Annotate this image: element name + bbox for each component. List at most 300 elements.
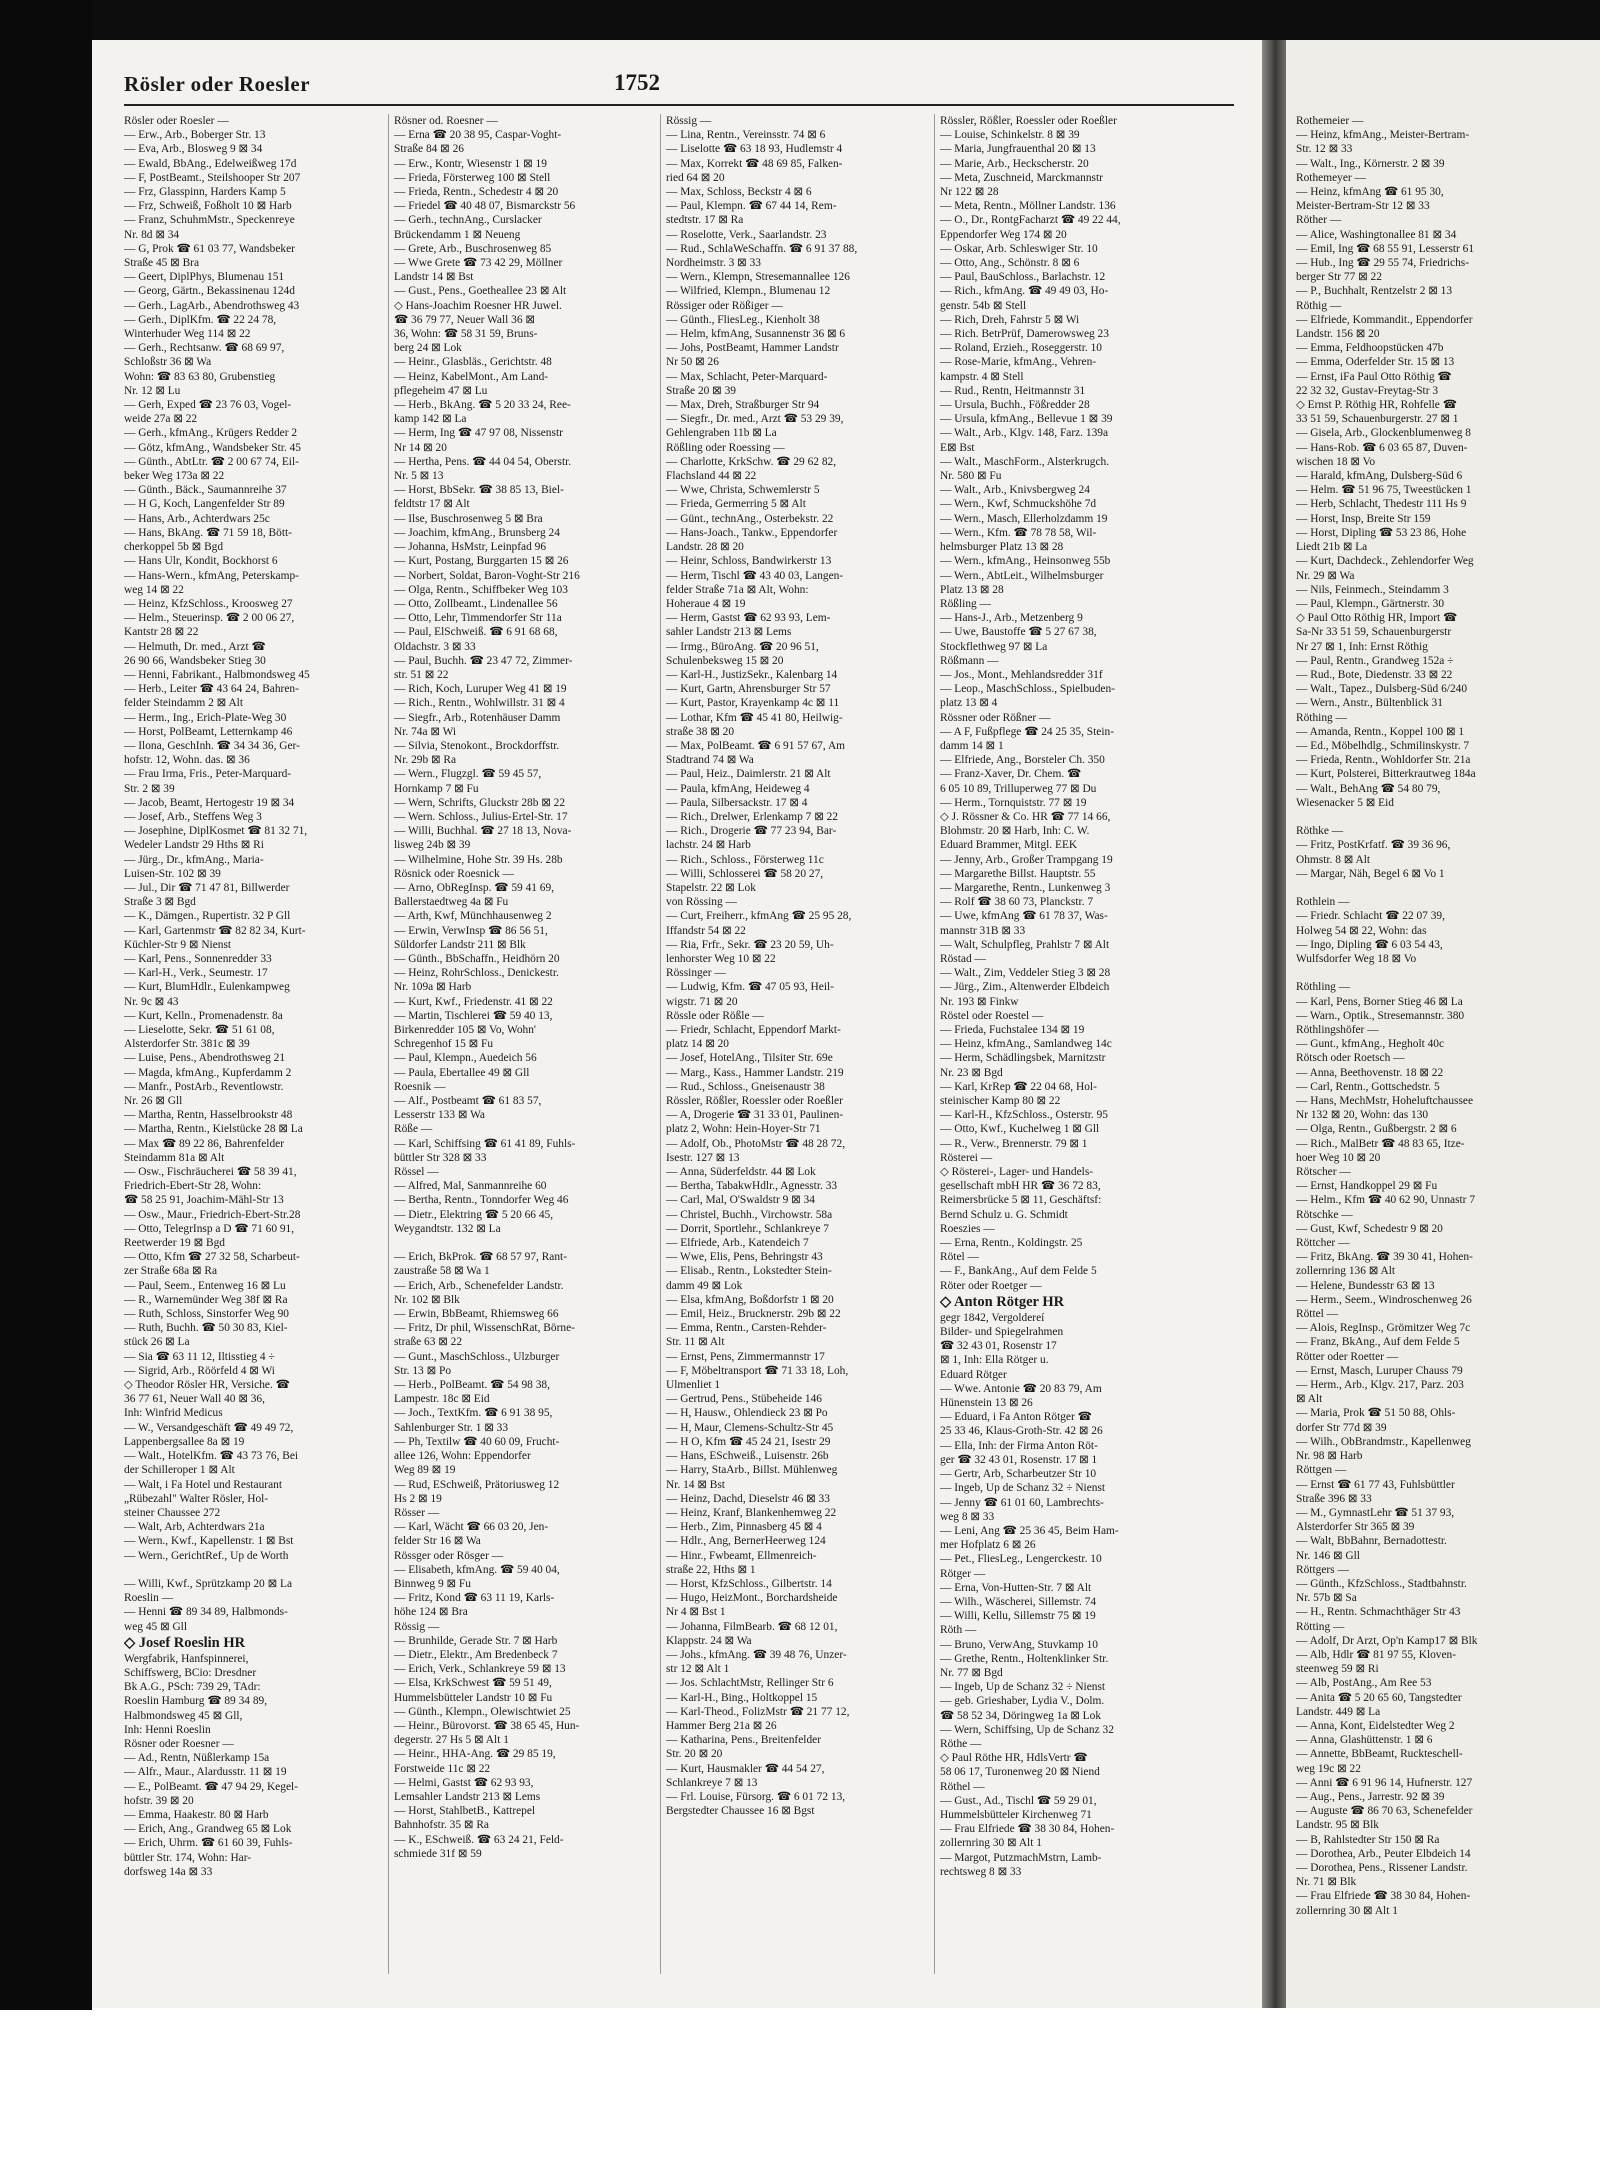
directory-entry-line: ⊠ Alt: [1296, 1393, 1323, 1406]
directory-entry-line: — Bertha, TabakwHdlr., Agnesstr. 33: [666, 1180, 838, 1193]
directory-entry-line: — Adolf, Dr Arzt, Op'n Kamp17 ⊠ Blk: [1296, 1634, 1478, 1647]
directory-entry-line: — Josephine, DiplKosmet ☎ 81 32 71,: [124, 825, 308, 838]
directory-entry-line: — Günth., AbtLtr. ☎ 2 00 67 74, Eil-: [124, 455, 299, 468]
directory-entry-line: — Gerh., technAng., Curslacker: [394, 214, 542, 227]
directory-entry-line: — Amanda, Rentn., Koppel 100 ⊠ 1: [1296, 725, 1465, 738]
directory-entry-line: Röttgen —: [1296, 1464, 1347, 1477]
directory-entry-line: — Annette, BbBeamt, Ruckteschell-: [1296, 1748, 1463, 1761]
directory-entry-line: weg 8 ⊠ 33: [940, 1510, 995, 1523]
directory-entry-line: Röttcher —: [1296, 1237, 1350, 1250]
directory-entry-line: str 12 ⊠ Alt 1: [666, 1663, 730, 1676]
directory-entry-line: — Herb., PolBeamt. ☎ 54 98 38,: [394, 1379, 550, 1392]
directory-entry-line: Rössler, Rößler, Roessler oder Roeßler: [666, 1095, 843, 1108]
directory-entry-line: Röthe —: [940, 1737, 982, 1750]
directory-entry-line: ◇ Josef Roeslin HR: [124, 1634, 246, 1651]
directory-entry-line: Wedeler Landstr 29 Hths ⊠ Ri: [124, 839, 264, 852]
directory-entry-line: — K., Dämgen., Rupertistr. 32 P Gll: [124, 910, 291, 923]
directory-entry-line: — Wwe Grete ☎ 73 42 29, Möllner: [394, 257, 563, 270]
directory-entry-line: — Kurt, Kwf., Friedenstr. 41 ⊠ 22: [394, 995, 553, 1008]
directory-entry-line: — Karl-H., KfzSchloss., Osterstr. 95: [940, 1109, 1108, 1122]
directory-entry-line: — Osw., Maur., Friedrich-Ebert-Str.28: [124, 1208, 301, 1221]
directory-entry-line: — Arth, Kwf, Münchhausenweg 2: [394, 910, 552, 923]
directory-entry-line: — Walt, Schulpfleg, Prahlstr 7 ⊠ Alt: [940, 938, 1110, 951]
directory-entry-line: Flachsland 44 ⊠ 22: [666, 470, 757, 483]
directory-entry-line: — Georg, Gärtn., Bekassinenau 124d: [124, 285, 295, 298]
directory-entry-line: — Hub., Ing ☎ 29 55 74, Friedrichs-: [1296, 257, 1470, 270]
directory-entry-line: — Sigrid, Arb., Röörfeld 4 ⊠ Wi: [124, 1364, 275, 1377]
directory-entry-line: [394, 1236, 654, 1250]
directory-entry-line: hofstr. 12, Wohn. das. ⊠ 36: [124, 754, 250, 767]
directory-entry-line: Rötter oder Roetter —: [1296, 1350, 1399, 1363]
directory-entry-line: — Kurt, Kelln., Promenadenstr. 8a: [124, 1009, 283, 1022]
directory-entry-line: 22 32 32, Gustav-Freytag-Str 3: [1296, 384, 1439, 397]
directory-entry-line: — Karl, Gartenmstr ☎ 82 82 34, Kurt-: [124, 924, 306, 937]
directory-entry-line: Platz 13 ⊠ 28: [940, 583, 1004, 596]
directory-entry-line: — Otto, Zollbeamt., Lindenallee 56: [394, 597, 558, 610]
directory-entry-line: — Leop., MaschSchloss., Spielbuden-: [940, 683, 1115, 696]
directory-entry-line: Schlankreye 7 ⊠ 13: [666, 1776, 758, 1789]
page-header: [124, 70, 1234, 106]
directory-entry-line: cherkoppel 5b ⊠ Bgd: [124, 541, 224, 554]
directory-entry-line: — Wern, Schiffsing, Up de Schanz 32: [940, 1723, 1114, 1736]
directory-entry-line: — Franz, BkAng., Auf dem Felde 5: [1296, 1336, 1460, 1349]
directory-entry-line: — Friedr, Schlacht, Eppendorf Markt-: [666, 1024, 841, 1036]
directory-entry-line: — Grethe, Rentn., Holtenklinker Str.: [940, 1652, 1109, 1665]
directory-entry-line: — Wern. Schloss., Julius-Ertel-Str. 17: [394, 810, 568, 823]
directory-entry-line: Nr. 26 ⊠ Gll: [124, 1095, 183, 1108]
directory-entry-line: — Günth., Klempn., Olewischtwiet 25: [394, 1705, 571, 1718]
directory-entry-line: — Helm. ☎ 51 96 75, Tweestücken 1: [1296, 484, 1472, 497]
directory-entry-line: Nr 50 ⊠ 26: [666, 356, 719, 369]
directory-entry-line: Röthke —: [1296, 825, 1344, 838]
directory-entry-line: — Frz, Schweiß, Foßholt 10 ⊠ Harb: [124, 200, 292, 213]
directory-entry-line: kampstr. 4 ⊠ Stell: [940, 370, 1024, 383]
directory-entry-line: — H, Hausw., Ohlendieck 23 ⊠ Po: [666, 1407, 828, 1420]
directory-entry-line: — Alfr., Maur., Alardusstr. 11 ⊠ 19: [124, 1766, 287, 1779]
directory-entry-line: — Wern., Anstr., Bültenblick 31: [1296, 697, 1443, 710]
directory-entry-line: — Helene, Bundesstr 63 ⊠ 13: [1296, 1279, 1435, 1292]
directory-entry-line: Rösler oder Roesler —: [124, 115, 229, 127]
directory-entry-line: ⊠ 1, Inh: Ella Rötger u.: [940, 1354, 1049, 1367]
running-head: Rösler oder Roesler: [124, 72, 311, 96]
directory-entry-line: — Anita ☎ 5 20 65 60, Tangstedter: [1296, 1691, 1462, 1704]
directory-entry-line: — Wern., kfmAng., Heinsonweg 55b: [940, 555, 1111, 568]
directory-entry-line: — Wern., Flugzgl. ☎ 59 45 57,: [394, 768, 542, 781]
directory-entry-line: — Horst, PolBeamt, Letternkamp 46: [124, 725, 293, 738]
directory-entry-line: — Ria, Frfr., Sekr. ☎ 23 20 59, Uh-: [666, 938, 834, 951]
directory-entry-line: — Charlotte, KrkSchw. ☎ 29 62 82,: [666, 455, 837, 468]
directory-entry-line: — Walt., HotelKfm. ☎ 43 73 76, Bei: [124, 1450, 299, 1463]
directory-entry-line: Rötting —: [1296, 1620, 1345, 1633]
directory-entry-line: — Günth., BbSchaffn., Heidhörn 20: [394, 952, 560, 965]
directory-entry-line: Hummelsbütteler Landstr 10 ⊠ Fu: [394, 1691, 553, 1704]
directory-entry-line: — Anni ☎ 6 91 96 14, Hufnerstr. 127: [1296, 1776, 1473, 1789]
directory-entry-line: — Hans-Joach., Tankw., Eppendorfer: [666, 526, 838, 539]
directory-entry-line: wigstr. 71 ⊠ 20: [666, 995, 738, 1008]
directory-entry-line: — Wern, Schrifts, Gluckstr 28b ⊠ 22: [394, 796, 566, 809]
directory-entry-line: Alsterdorfer Str 365 ⊠ 39: [1296, 1521, 1415, 1534]
directory-entry-line: — Frz, Glasspinn, Harders Kamp 5: [124, 186, 286, 199]
directory-entry-line: — Hans, MechMstr, Hoheluftchaussee: [1296, 1095, 1474, 1108]
directory-column-1: [124, 114, 384, 1879]
directory-entry-line: büttler Str 328 ⊠ 33: [394, 1151, 487, 1164]
directory-entry-line: Nr. 12 ⊠ Lu: [124, 384, 181, 397]
directory-entry-line: — Ernst ☎ 61 77 43, Fuhlsbüttler: [1296, 1478, 1455, 1491]
directory-entry-line: — Walt., Arb., Klgv. 148, Farz. 139a: [940, 427, 1109, 440]
directory-entry-line: — Ingo, Dipling ☎ 6 03 54 43,: [1296, 938, 1443, 951]
directory-entry-line: — Elsa, KrkSchwest ☎ 59 51 49,: [394, 1677, 552, 1690]
directory-entry-line: Nr. 109a ⊠ Harb: [394, 981, 472, 994]
directory-column-5: [1296, 114, 1594, 1918]
directory-entry-line: Straße 45 ⊠ Bra: [124, 257, 200, 270]
directory-entry-line: Röthig —: [1296, 299, 1342, 312]
directory-entry-line: [1296, 810, 1594, 824]
directory-entry-line: — Gunt., MaschSchloss., Ulzburger: [394, 1350, 560, 1363]
directory-entry-line: — Rich., kfmAng. ☎ 49 49 03, Ho-: [940, 285, 1109, 298]
directory-entry-line: Rößling oder Roessing —: [666, 441, 785, 454]
directory-entry-line: Rössig —: [394, 1620, 440, 1633]
directory-entry-line: — Margarethe, Rentn., Lunkenweg 3: [940, 881, 1111, 894]
directory-entry-line: Str. 20 ⊠ 20: [666, 1748, 723, 1761]
directory-entry-line: — Erich, Uhrm. ☎ 61 60 39, Fuhls-: [124, 1837, 293, 1850]
directory-entry-line: — Luise, Pens., Abendrothsweg 21: [124, 1052, 286, 1065]
directory-entry-line: — K., ESchweiß. ☎ 63 24 21, Feld-: [394, 1833, 564, 1846]
directory-entry-line: — Otto, Kwf., Kuchelweg 1 ⊠ Gll: [940, 1123, 1100, 1136]
directory-entry-line: — Louise, Schinkelstr. 8 ⊠ 39: [940, 129, 1080, 142]
directory-entry-line: Sahlenburger Str. 1 ⊠ 33: [394, 1421, 509, 1434]
directory-entry-line: — Paul, Klempn., Gärtnerstr. 30: [1296, 597, 1445, 610]
directory-entry-line: Eduard Brammer, Mitgl. EEK: [940, 839, 1078, 852]
directory-entry-line: [124, 1563, 384, 1577]
directory-entry-line: Süldorfer Landstr 211 ⊠ Blk: [394, 938, 526, 951]
directory-entry-line: — Günth., KfzSchloss., Stadtbahnstr.: [1296, 1577, 1467, 1590]
directory-entry-line: 33 51 59, Schauenburgerstr. 27 ⊠ 1: [1296, 413, 1459, 426]
directory-entry-line: Rothlein —: [1296, 896, 1350, 909]
directory-entry-line: dorfsweg 14a ⊠ 33: [124, 1865, 213, 1878]
directory-entry-line: — Erw., Kontr, Wiesenstr 1 ⊠ 19: [394, 157, 547, 170]
directory-entry-line: — Hdlr., Ang, BernerHeerweg 124: [666, 1535, 826, 1548]
directory-entry-line: — Karl-H., Bing., Holtkoppel 15: [666, 1691, 818, 1704]
directory-entry-line: Rösner oder Roesner —: [124, 1737, 234, 1750]
directory-entry-line: 58 06 17, Turonenweg 20 ⊠ Niend: [940, 1766, 1100, 1779]
directory-entry-line: — Herb., Zim, Pinnasberg 45 ⊠ 4: [666, 1521, 822, 1534]
directory-entry-line: — R., Warnemünder Weg 38f ⊠ Ra: [124, 1293, 288, 1306]
directory-entry-line: Roesnik —: [394, 1080, 446, 1093]
directory-entry-line: — Walt, Arb, Achterdwars 21a: [124, 1521, 265, 1534]
directory-entry-line: — Silvia, Stenokont., Brockdorffstr.: [394, 739, 560, 752]
directory-entry-line: platz 14 ⊠ 20: [666, 1038, 730, 1051]
directory-entry-line: — Karl, Pens., Sonnenredder 33: [124, 952, 272, 965]
directory-entry-line: Hs 2 ⊠ 19: [394, 1492, 442, 1505]
directory-entry-line: damm 49 ⊠ Lok: [666, 1279, 743, 1292]
directory-entry-line: Hoheraue 4 ⊠ 19: [666, 597, 746, 610]
directory-entry-line: — Fritz, Kond ☎ 63 11 19, Karls-: [394, 1592, 555, 1605]
directory-entry-line: — Gerh, Exped ☎ 23 76 03, Vogel-: [124, 399, 292, 412]
directory-entry-line: — Olga, Rentn., Gußbergstr. 2 ⊠ 6: [1296, 1123, 1457, 1136]
directory-entry-line: — Geert, DiplPhys, Blumenau 151: [124, 271, 285, 284]
directory-entry-line: Weygandtstr. 132 ⊠ La: [394, 1222, 501, 1235]
directory-entry-line: — Johs, PostBeamt, Hammer Landstr: [666, 342, 839, 355]
directory-entry-line: — Margarethe Billst. Hauptstr. 55: [940, 867, 1096, 880]
directory-entry-line: — Kurt, Dachdeck., Zehlendorfer Weg: [1296, 555, 1474, 568]
directory-entry-line: Rothemeyer —: [1296, 171, 1366, 184]
directory-entry-line: — Elfriede, Kommandit., Eppendorfer: [1296, 313, 1473, 326]
directory-entry-line: gesellschaft mbH HR ☎ 36 72 83,: [940, 1180, 1101, 1193]
directory-entry-line: — Rud., Bote, Diedenstr. 33 ⊠ 22: [1296, 668, 1453, 681]
directory-entry-line: — Carl, Rentn., Gottschedstr. 5: [1296, 1080, 1440, 1093]
directory-entry-line: — Alois, RegInsp., Grömitzer Weg 7c: [1296, 1322, 1471, 1335]
directory-entry-line: — Emil, Ing ☎ 68 55 91, Lesserstr 61: [1296, 242, 1475, 255]
directory-entry-line: — Otto, Ang., Schönstr. 8 ⊠ 6: [940, 257, 1080, 270]
directory-entry-line: — Alice, Washingtonallee 81 ⊠ 34: [1296, 228, 1457, 241]
directory-entry-line: Rösterei —: [940, 1151, 993, 1164]
directory-entry-line: — Fritz, BkAng. ☎ 39 30 41, Hohen-: [1296, 1251, 1473, 1264]
directory-entry-line: — Ewald, BbAng., Edelweißweg 17d: [124, 157, 297, 170]
directory-entry-line: — Jürg., Zim., Altenwerder Elbdeich: [940, 981, 1110, 994]
directory-entry-line: — Max, Korrekt ☎ 48 69 85, Falken-: [666, 157, 843, 170]
directory-entry-line: — Wilh., Wäscherei, Sillemstr. 74: [940, 1595, 1097, 1608]
directory-entry-line: — Horst, StahlbetB., Kattrepel: [394, 1805, 536, 1818]
directory-entry-line: — Joch., TextKfm. ☎ 6 91 38 95,: [394, 1407, 553, 1420]
directory-entry-line: stedtstr. 17 ⊠ Ra: [666, 214, 744, 227]
directory-entry-line: — Karl-H., JustizSekr., Kalenbarg 14: [666, 668, 838, 681]
directory-entry-line: Roeszies —: [940, 1222, 995, 1235]
directory-entry-line: zaustraße 58 ⊠ Wa 1: [394, 1265, 490, 1278]
directory-entry-line: 36 77 61, Neuer Wall 40 ⊠ 36,: [124, 1393, 265, 1406]
directory-entry-line: — Aug., Pens., Jarrestr. 92 ⊠ 39: [1296, 1790, 1445, 1803]
directory-entry-line: Weg 89 ⊠ 19: [394, 1464, 456, 1477]
book-gutter: [1262, 40, 1286, 2008]
directory-entry-line: zollernring 30 ⊠ Alt 1: [1296, 1904, 1398, 1917]
directory-entry-line: — Marg., Kass., Hammer Landstr. 219: [666, 1066, 844, 1079]
directory-entry-line: — Maria, Prok ☎ 51 50 88, Ohls-: [1296, 1407, 1456, 1420]
directory-entry-line: — Maria, Jungfrauenthal 20 ⊠ 13: [940, 143, 1096, 156]
directory-entry-line: — Kurt, Postang, Burggarten 15 ⊠ 26: [394, 555, 569, 568]
directory-entry-line: — Ursula, kfmAng., Bellevue 1 ⊠ 39: [940, 413, 1113, 426]
directory-entry-line: hoer Weg 10 ⊠ 20: [1296, 1151, 1381, 1164]
directory-entry-line: — Elfriede, Ang., Borsteler Ch. 350: [940, 754, 1105, 767]
directory-entry-line: — Leni, Ang ☎ 25 36 45, Beim Ham-: [940, 1524, 1119, 1537]
directory-entry-line: — Lieselotte, Sekr. ☎ 51 61 08,: [124, 1024, 275, 1036]
directory-entry-line: Rötsch oder Roetsch —: [1296, 1052, 1405, 1065]
directory-entry-line: — Paul, Buchh. ☎ 23 47 72, Zimmer-: [394, 654, 573, 667]
directory-entry-line: — Bertha, Rentn., Tonndorfer Weg 46: [394, 1194, 569, 1207]
scan-left-border: [0, 0, 92, 2010]
directory-entry-line: Binnweg 9 ⊠ Fu: [394, 1577, 471, 1590]
directory-entry-line: lisweg 24b ⊠ 39: [394, 839, 471, 852]
directory-entry-line: rechtsweg 8 ⊠ 33: [940, 1865, 1022, 1878]
directory-entry-line: Nr. 14 ⊠ Bst: [666, 1478, 725, 1491]
directory-entry-line: — Sia ☎ 63 11 12, Iltisstieg 4 ÷: [124, 1350, 275, 1363]
directory-entry-line: Nr. 193 ⊠ Finkw: [940, 995, 1019, 1008]
directory-entry-line: Nr. 98 ⊠ Harb: [1296, 1450, 1363, 1463]
directory-entry-line: — Helmuth, Dr. med., Arzt ☎: [124, 640, 266, 653]
directory-entry-line: — Rich, Koch, Luruper Weg 41 ⊠ 19: [394, 683, 567, 696]
directory-entry-line: weg 14 ⊠ 22: [124, 583, 184, 596]
directory-entry-line: — Ilona, GeschInh. ☎ 34 34 36, Ger-: [124, 739, 300, 752]
directory-entry-line: — B, Rahlstedter Str 150 ⊠ Ra: [1296, 1833, 1440, 1846]
directory-entry-line: — Herm, Ing ☎ 47 97 08, Nissenstr: [394, 427, 563, 440]
directory-entry-line: Lampestr. 18c ⊠ Eid: [394, 1393, 490, 1406]
directory-entry-line: ger ☎ 32 43 01, Rosenstr. 17 ⊠ 1: [940, 1453, 1098, 1466]
directory-entry-line: — Karl, Wächt ☎ 66 03 20, Jen-: [394, 1521, 549, 1534]
directory-entry-line: stück 26 ⊠ La: [124, 1336, 190, 1349]
directory-entry-line: schmiede 31f ⊠ 59: [394, 1847, 482, 1860]
directory-entry-line: Oldachstr. 3 ⊠ 33: [394, 640, 476, 653]
directory-entry-line: — Wilfried, Klempn., Blumenau 12: [666, 285, 831, 298]
directory-entry-line: — Auguste ☎ 86 70 63, Schenefelder: [1296, 1805, 1473, 1818]
directory-entry-line: — Willi, Schlosserei ☎ 58 20 27,: [666, 867, 824, 880]
directory-entry-line: — Wern., Kwf, Schmuckshöhe 7d: [940, 498, 1097, 511]
directory-entry-line: Bergstedter Chaussee 16 ⊠ Bgst: [666, 1805, 815, 1818]
directory-entry-line: — Hinr., Fwbeamt, Ellmenreich-: [666, 1549, 817, 1562]
directory-entry-line: Birkenredder 105 ⊠ Vo, Wohn': [394, 1024, 536, 1036]
directory-entry-line: Nr. 29 ⊠ Wa: [1296, 569, 1355, 582]
directory-entry-line: Rötger —: [940, 1567, 986, 1580]
directory-entry-line: — Ursula, Buchh., Fößredder 28: [940, 399, 1090, 412]
directory-entry-line: Gehlengraben 11b ⊠ La: [666, 427, 777, 440]
directory-entry-line: — Horst, Dipling ☎ 53 23 86, Hohe: [1296, 526, 1467, 539]
directory-entry-line: — Ludwig, Kfm. ☎ 47 05 93, Heil-: [666, 981, 834, 994]
column-rule: [388, 114, 389, 1974]
directory-entry-line: — Helm., Kfm ☎ 40 62 90, Unnastr 7: [1296, 1194, 1476, 1207]
directory-entry-line: — Rud., SchlaWeSchaffn. ☎ 6 91 37 88,: [666, 242, 858, 255]
directory-entry-line: — E., PolBeamt. ☎ 47 94 29, Kegel-: [124, 1780, 298, 1793]
directory-entry-line: — Erna ☎ 20 38 95, Caspar-Voght-: [394, 129, 562, 142]
directory-entry-line: Rössel —: [394, 1166, 439, 1179]
directory-entry-line: felder Str 16 ⊠ Wa: [394, 1535, 481, 1548]
directory-entry-line: Röthel —: [940, 1780, 985, 1793]
directory-entry-line: — Wern., AbtLeit., Wilhelmsburger: [940, 569, 1104, 582]
directory-entry-line: ☎ 58 52 34, Döringweg 1a ⊠ Lok: [940, 1709, 1102, 1722]
directory-entry-line: — Fritz, PostKrfatf. ☎ 39 36 96,: [1296, 839, 1451, 852]
directory-entry-line: Nr. 5 ⊠ 13: [394, 470, 444, 483]
directory-entry-line: — Kurt, Pastor, Krayenkamp 4c ⊠ 11: [666, 697, 840, 710]
directory-entry-line: — Hans-Rob. ☎ 6 03 65 87, Duven-: [1296, 441, 1468, 454]
directory-entry-line: zollernring 136 ⊠ Alt: [1296, 1265, 1396, 1278]
directory-column-3: [666, 114, 926, 1818]
directory-entry-line: — Paul, Klempn. ☎ 67 44 14, Rem-: [666, 200, 837, 213]
directory-entry-line: — Walt., MaschForm., Alsterkrugch.: [940, 455, 1110, 468]
directory-column-2: [394, 114, 654, 1861]
directory-entry-line: — Wern., Kwf., Kapellenstr. 1 ⊠ Bst: [124, 1535, 294, 1548]
directory-entry-line: — Martin, Tischlerei ☎ 59 40 13,: [394, 1009, 553, 1022]
directory-entry-line: — Hertha, Pens. ☎ 44 04 54, Oberstr.: [394, 455, 572, 468]
directory-entry-line: Röthing —: [1296, 711, 1347, 724]
directory-entry-line: — Herb., BkAng. ☎ 5 20 33 24, Ree-: [394, 399, 571, 412]
directory-entry-line: Röstel oder Roestel —: [940, 1009, 1044, 1022]
directory-entry-line: Stapelstr. 22 ⊠ Lok: [666, 881, 756, 894]
directory-entry-line: — Ernst, Pens, Zimmermannstr 17: [666, 1350, 825, 1363]
directory-entry-line: Kantstr 28 ⊠ 22: [124, 626, 199, 639]
directory-entry-line: — Nils, Feinmech., Steindamm 3: [1296, 583, 1449, 596]
directory-entry-line: — H O, Kfm ☎ 45 24 21, Isestr 29: [666, 1435, 831, 1448]
directory-entry-line: — Rich., Drelwer, Erlenkamp 7 ⊠ 22: [666, 810, 838, 823]
directory-entry-line: wischen 18 ⊠ Vo: [1296, 455, 1376, 468]
directory-entry-line: — Hugo, HeizMont., Borchardsheide: [666, 1592, 838, 1605]
directory-entry-line: Rötschke —: [1296, 1208, 1353, 1221]
directory-entry-line: Bernd Schulz u. G. Schmidt: [940, 1208, 1068, 1221]
scan-bottom-margin: [0, 2010, 1600, 2177]
directory-entry-line: Alsterdorfer Str. 381c ⊠ 39: [124, 1038, 250, 1051]
column-rule: [660, 114, 661, 1974]
directory-entry-line: Eppendorfer Weg 174 ⊠ 20: [940, 228, 1067, 241]
directory-entry-line: 6 05 10 89, Trilluperweg 77 ⊠ Du: [940, 782, 1097, 795]
directory-entry-line: — Herm, Tischl ☎ 43 40 03, Langen-: [666, 569, 844, 582]
directory-entry-line: — Gerh., DiplKfm. ☎ 22 24 78,: [124, 313, 277, 326]
directory-entry-line: ◇ J. Rössner & Co. HR ☎ 77 14 66,: [940, 810, 1111, 823]
directory-entry-line: — Wern., Masch, Ellerholzdamm 19: [940, 512, 1108, 525]
directory-entry-line: ◇ Theodor Rösler HR, Versiche. ☎: [124, 1379, 290, 1392]
directory-entry-line: — Friedel ☎ 40 48 07, Bismarckstr 56: [394, 200, 576, 213]
directory-entry-line: ◇ Ernst P. Röthig HR, Rohfelle ☎: [1296, 399, 1457, 412]
directory-entry-line: — Franz, SchuhmMstr., Speckenreye: [124, 214, 295, 227]
directory-entry-line: Lemsahler Landstr 213 ⊠ Lems: [394, 1790, 541, 1803]
directory-entry-line: — Margar, Näh, Begel 6 ⊠ Vo 1: [1296, 867, 1445, 880]
directory-entry-line: — Elsa, kfmAng, Boßdorfstr 1 ⊠ 20: [666, 1293, 834, 1306]
directory-entry-line: Wohn: ☎ 83 63 80, Grubenstieg: [124, 370, 276, 383]
directory-entry-line: — Norbert, Soldat, Baron-Voght-Str 216: [394, 569, 580, 582]
directory-entry-line: — Harald, kfmAng, Dulsberg-Süd 6: [1296, 470, 1463, 483]
directory-entry-line: — P., Buchhalt, Rentzelstr 2 ⊠ 13: [1296, 285, 1453, 298]
directory-entry-line: — Ernst, Handkoppel 29 ⊠ Fu: [1296, 1180, 1438, 1193]
directory-entry-line: — Helm., Steuerinsp. ☎ 2 00 06 27,: [124, 612, 295, 625]
directory-entry-line: — Jos. SchlachtMstr, Rellinger Str 6: [666, 1677, 834, 1690]
directory-entry-line: — Johanna, HsMstr, Leinpfad 96: [394, 541, 547, 554]
directory-entry-line: — Wern., Kfm. ☎ 78 78 58, Wil-: [940, 526, 1097, 539]
directory-entry-line: Rößmann —: [940, 654, 999, 667]
directory-entry-line: — Siegfr., Arb., Rotenhäuser Damm: [394, 711, 561, 724]
directory-entry-line: — Adolf, Ob., PhotoMstr ☎ 48 28 72,: [666, 1137, 846, 1150]
directory-entry-line: Nr. 71 ⊠ Blk: [1296, 1876, 1357, 1889]
directory-entry-line: — Heinz, Kranf, Blankenhemweg 22: [666, 1506, 837, 1519]
directory-entry-line: — Heinz, kfmAng., Meister-Bertram-: [1296, 129, 1470, 142]
directory-entry-line: — Max ☎ 89 22 86, Bahrenfelder: [124, 1137, 285, 1150]
directory-entry-line: — Wwe. Antonie ☎ 20 83 79, Am: [940, 1382, 1102, 1395]
directory-entry-line: — Heinr., Glasbläs., Gerichtstr. 48: [394, 356, 552, 369]
directory-entry-line: — Gerh., LagArb., Abendrothsweg 43: [124, 299, 300, 312]
directory-entry-line: Nr. 102 ⊠ Blk: [394, 1293, 460, 1306]
directory-entry-line: ◇ Rösterei-, Lager- und Handels-: [940, 1166, 1094, 1179]
directory-entry-line: dorfer Str 77d ⊠ 39: [1296, 1421, 1387, 1434]
directory-entry-line: — Elfriede, Arb., Katendeich 7: [666, 1237, 809, 1250]
directory-entry-line: Nr 14 ⊠ 20: [394, 441, 447, 454]
directory-entry-line: ◇ Hans-Joachim Roesner HR Juwel.: [394, 299, 562, 312]
directory-entry-line: genstr. 54b ⊠ Stell: [940, 299, 1027, 312]
directory-entry-line: mer Hofplatz 6 ⊠ 26: [940, 1539, 1036, 1552]
directory-entry-line: Hornkamp 7 ⊠ Fu: [394, 782, 479, 795]
directory-entry-line: Schiffswerg, BCio: Dresdner: [124, 1666, 257, 1679]
directory-entry-line: Ohmstr. 8 ⊠ Alt: [1296, 853, 1371, 866]
directory-entry-line: Straße 20 ⊠ 39: [666, 384, 736, 397]
directory-entry-line: Str. 2 ⊠ 39: [124, 782, 175, 795]
directory-entry-line: — Fritz, Dr phil, WissenschRat, Börne-: [394, 1322, 575, 1335]
directory-entry-line: — Rich., Rentn., Wohlwillstr. 31 ⊠ 4: [394, 697, 565, 710]
directory-entry-line: — Karl, Pens, Borner Stieg 46 ⊠ La: [1296, 995, 1463, 1008]
directory-entry-line: — Osw., Fischräucherei ☎ 58 39 41,: [124, 1166, 297, 1179]
directory-entry-line: — Willi, Kwf., Sprützkamp 20 ⊠ La: [124, 1577, 293, 1590]
directory-entry-line: Röter oder Roetger —: [940, 1279, 1042, 1292]
directory-entry-line: zer Straße 68a ⊠ Ra: [124, 1265, 218, 1278]
directory-entry-line: — Warn., Optik., Stresemannstr. 380: [1296, 1009, 1465, 1022]
directory-entry-line: — Erna, Von-Hutten-Str. 7 ⊠ Alt: [940, 1581, 1092, 1594]
directory-entry-line: — Magda, kfmAng., Kupferdamm 2: [124, 1066, 292, 1079]
directory-entry-line: Landstr 14 ⊠ Bst: [394, 271, 474, 284]
directory-entry-line: — Rich, Dreh, Fahrstr 5 ⊠ Wi: [940, 313, 1080, 326]
directory-entry-line: — Rolf ☎ 38 60 73, Planckstr. 7: [940, 896, 1094, 909]
directory-entry-line: — Heinz, RohrSchloss., Denickestr.: [394, 967, 559, 980]
directory-entry-line: Rössger oder Rösger —: [394, 1549, 504, 1562]
